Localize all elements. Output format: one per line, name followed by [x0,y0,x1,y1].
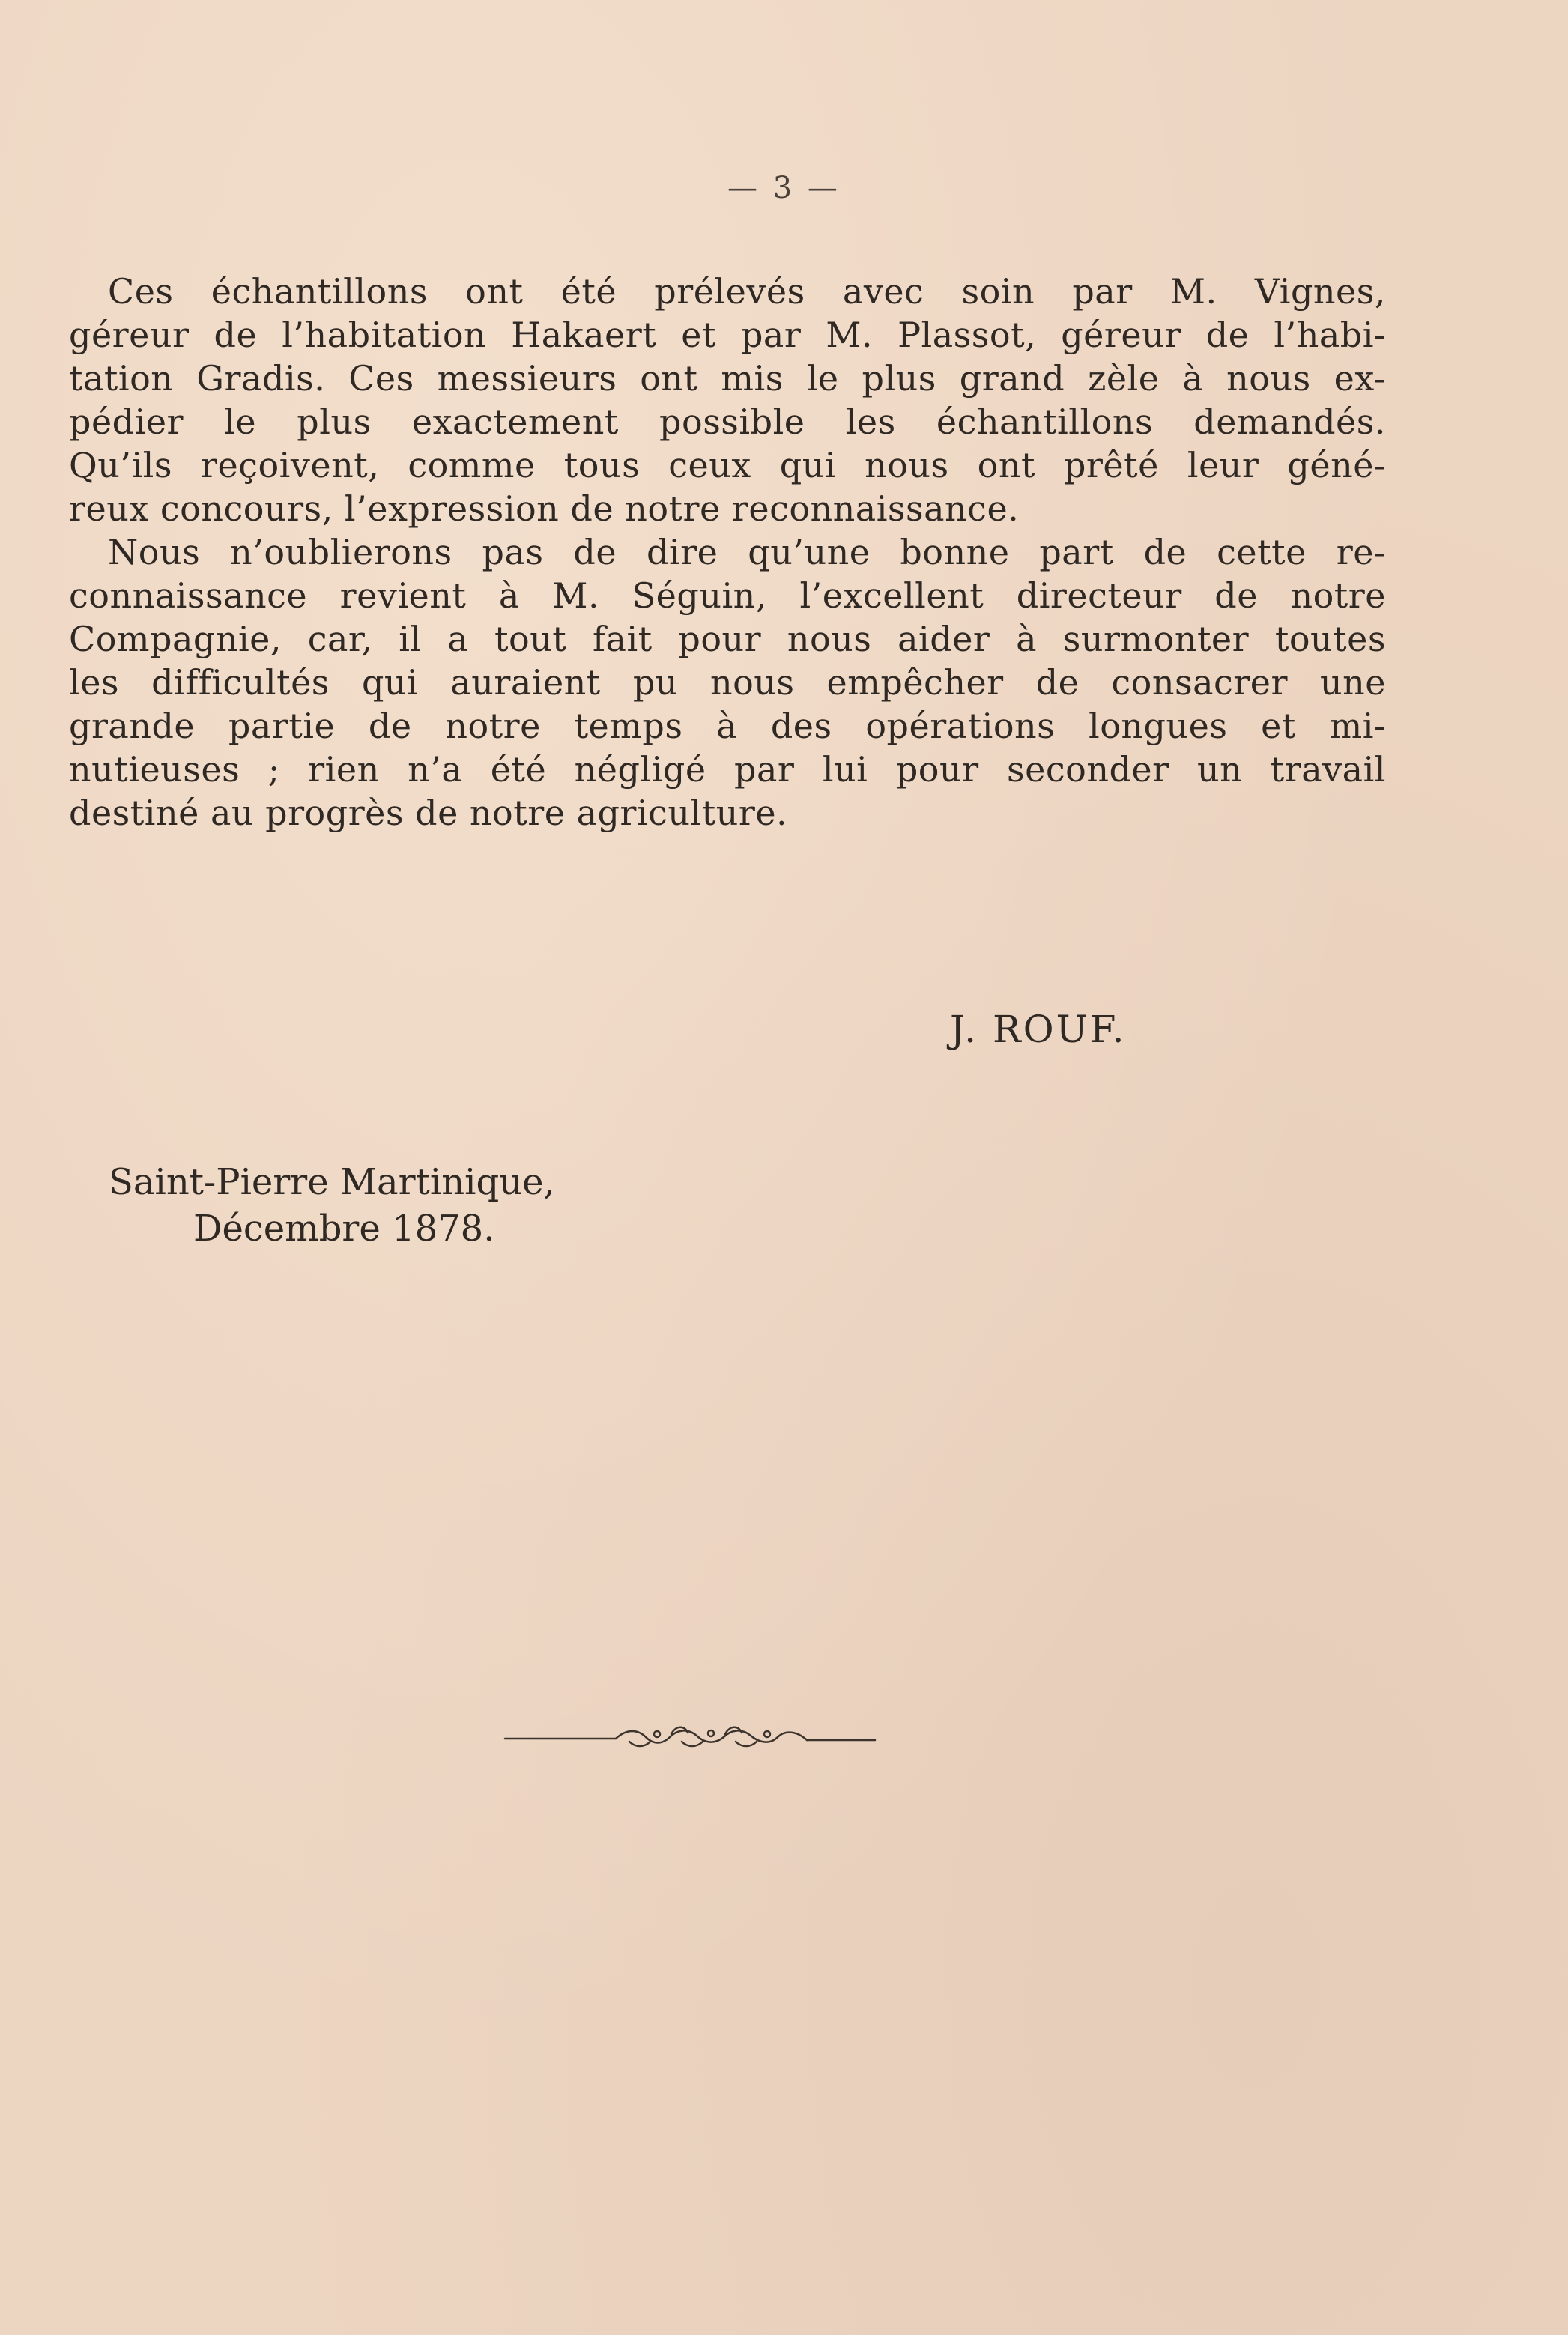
text-line: géreur de l’habitation Hakaert et par M. Plassot, géreur de l’habi- [69,315,1386,355]
text-line: destiné au progrès de notre agriculture. [69,793,788,833]
text-line: Ces échantillons ont été prélevés avec soin par M. Vignes, [108,271,1386,312]
text-line: reux concours, l’expression de notre reconnaissance. [69,488,1020,529]
text-line: Nous n’oublierons pas de dire qu’une bonne part de cette re- [108,532,1386,572]
body-text [69,270,1386,835]
text-line: nutieuses ; rien n’a été négligé par lui pour seconder un travail [69,749,1386,790]
text-line: connaissance revient à M. Séguin, l’excellent directeur de notre [69,575,1386,616]
ornament-divider-icon [503,1719,878,1757]
date-line: Décembre 1878. [193,1208,495,1250]
text-line: grande partie de notre temps à des opérations longues et mi- [69,706,1386,746]
text-line: Qu’ils reçoivent, comme tous ceux qui nous ont prêté leur géné- [69,445,1386,485]
page-number: — 3 — [727,171,841,205]
signature: J. ROUF. [950,1008,1127,1051]
text-line: pédier le plus exactement possible les échantillons demandés. [69,402,1386,442]
text-line: tation Gradis. Ces messieurs ont mis le plus grand zèle à nous ex- [69,358,1386,399]
text-line: les difficultés qui auraient pu nous empêcher de consacrer une [69,662,1386,703]
text-line: Compagnie, car, il a tout fait pour nous aider à surmonter toutes [69,619,1386,659]
place-line: Saint-Pierre Martinique, [109,1161,555,1203]
